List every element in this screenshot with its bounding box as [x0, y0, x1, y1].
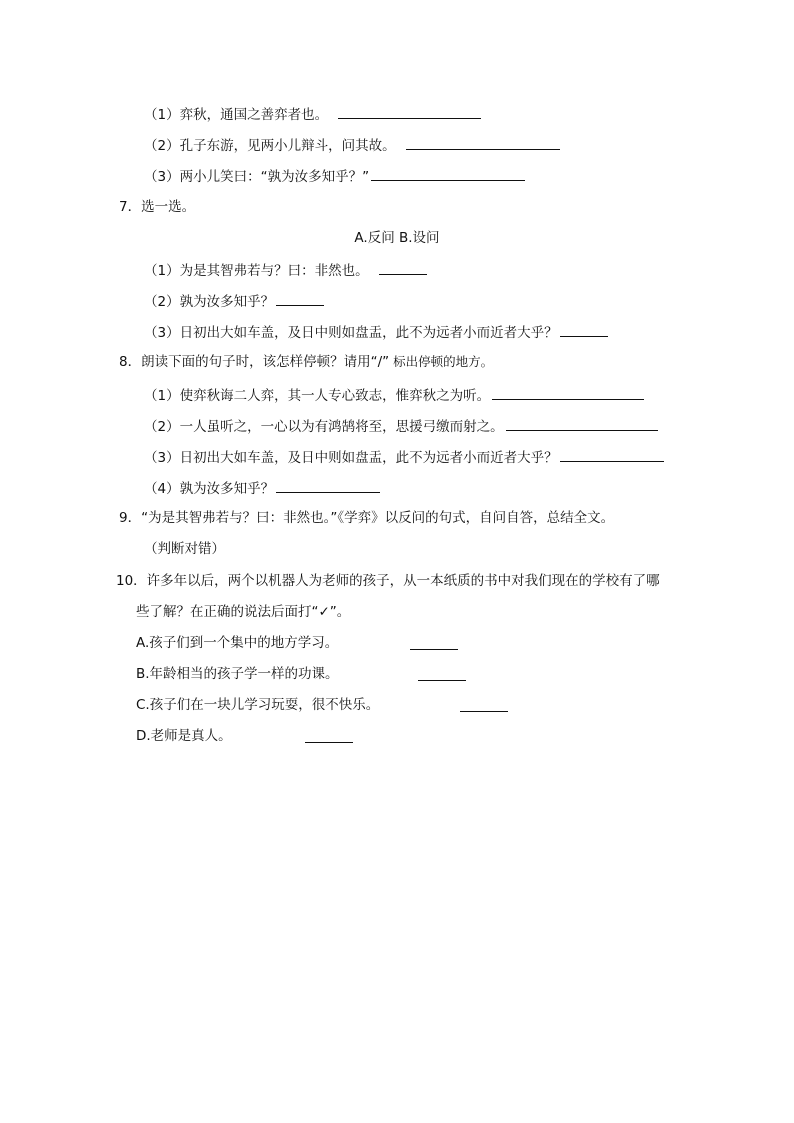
q8-title-main: 8．朗读下面的句子时，该怎样停顿？请用 [119, 354, 371, 370]
q10-line-1: 10．许多年以后，两个以机器人为老师的孩子，从一本纸质的书中对我们现在的学校有了哪 [116, 573, 660, 589]
q10-option-d [136, 726, 232, 746]
answer-blank[interactable] [406, 134, 560, 150]
q9-text: 9．“为是其智弗若与？曰：非然也。”《学弈》以反问的句式，自问自答，总结全文。 [119, 510, 615, 526]
q8-item-4 [144, 477, 380, 497]
q8-slash-mark: “/” [370, 354, 390, 370]
answer-blank[interactable] [410, 634, 458, 650]
q8-item-2 [144, 415, 658, 435]
answer-blank[interactable] [492, 384, 644, 400]
answer-blank[interactable] [371, 165, 525, 181]
q7-item-2-text: （2）孰为汝多知乎？ [144, 294, 275, 310]
q6-item-1-text: （1）弈秋，通国之善弈者也。 [144, 107, 329, 123]
q8-title-tail: 标出停顿的地方。 [393, 354, 494, 369]
q7-options: A.反问 B.设问 [354, 230, 440, 246]
q8-item-3 [144, 446, 664, 466]
q8-item-3-text: （3）日初出大如车盖，及日中则如盘盂，此不为远者小而近者大乎？ [144, 450, 558, 466]
q10-option-a-text: A.孩子们到一个集中的地方学习。 [136, 635, 339, 651]
q10-option-a [136, 633, 338, 653]
q8-item-1 [144, 384, 644, 404]
q10-option-d-text: D.老师是真人。 [136, 728, 232, 744]
q7-item-1 [144, 259, 427, 279]
q7-item-3-text: （3）日初出大如车盖，及日中则如盘盂，此不为远者小而近者大乎？ [144, 325, 558, 341]
q10-option-b-text: B.年龄相当的孩子学一样的功课。 [136, 666, 339, 682]
answer-blank[interactable] [560, 446, 664, 462]
q8-item-4-text: （4）孰为汝多知乎？ [144, 481, 275, 497]
answer-blank[interactable] [305, 727, 353, 743]
q7-title: 7．选一选。 [119, 199, 196, 215]
q10-option-b [136, 664, 339, 684]
q7-item-3 [144, 321, 608, 341]
q8-item-2-text: （2）一人虽听之，一心以为有鸿鹄将至，思援弓缴而射之。 [144, 419, 504, 435]
q8-title [119, 352, 493, 372]
q6-item-3-text: （3）两小儿笑曰：“孰为汝多知乎？” [144, 169, 370, 185]
q6-item-2 [144, 134, 560, 154]
answer-blank[interactable] [506, 415, 658, 431]
answer-blank[interactable] [276, 477, 380, 493]
q6-item-1 [144, 103, 481, 123]
q6-item-2-text: （2）孔子东游，见两小儿辩斗，问其故。 [144, 138, 396, 154]
answer-blank[interactable] [338, 103, 481, 119]
q6-item-3 [144, 165, 525, 185]
q10-line-2: 些了解？在正确的说法后面打“✓”。 [136, 604, 351, 620]
q10-option-c-text: C.孩子们在一块儿学习玩耍，很不快乐。 [136, 697, 380, 713]
answer-blank[interactable] [560, 321, 608, 337]
answer-blank[interactable] [276, 290, 324, 306]
q7-item-1-text: （1）为是其智弗若与？曰：非然也。 [144, 263, 369, 279]
q10-option-c [136, 695, 379, 715]
q8-item-1-text: （1）使弈秋诲二人弈，其一人专心致志，惟弈秋之为听。 [144, 388, 491, 404]
q9-note: （判断对错） [144, 541, 225, 557]
answer-blank[interactable] [460, 696, 508, 712]
answer-blank[interactable] [418, 665, 466, 681]
q7-item-2 [144, 290, 324, 310]
answer-blank[interactable] [379, 259, 427, 275]
